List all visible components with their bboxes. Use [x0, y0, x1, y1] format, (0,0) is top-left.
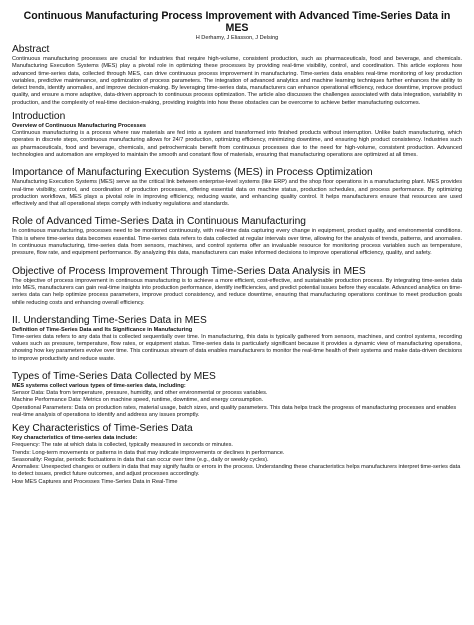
introduction-subheading: Overview of Continuous Manufacturing Processes [12, 123, 146, 130]
importance-body: Manufacturing Execution Systems (MES) serve as the critical link between enterprise-level systems (like ERP) and the shop floor operations in a manufacturing plant. MES provides real-time visibility, control, and coordination of production processes, offering essential data on machine status, production schedules, and process performance. By optimizing production workflows, MES plays a pivotal role in improving efficiency, reducing waste, and enhancing quality control. It helps manufacturers ensure that resources are used effectively and that all operational steps comply with industry regulations and standards. [12, 179, 462, 208]
types-item: Sensor Data: Data from temperature, pressure, humidity, and other environmental or process variables. [12, 390, 268, 397]
understanding-heading: II. Understanding Time-Series Data in MES [12, 314, 207, 326]
characteristics-subheading: Key characteristics of time-series data include: [12, 435, 138, 442]
characteristics-item: Trends: Long-term movements or patterns in data that may indicate improvements or declines in performance. [12, 449, 285, 456]
introduction-heading: Introduction [12, 111, 66, 123]
characteristics-item: Frequency: The rate at which data is collected, typically measured in seconds or minutes. [12, 442, 233, 449]
importance-heading: Importance of Manufacturing Execution Systems (MES) in Process Optimization [12, 167, 373, 179]
characteristics-heading: Key Characteristics of Time-Series Data [12, 423, 193, 435]
understanding-subheading: Definition of Time-Series Data and Its Significance in Manufacturing [12, 326, 193, 333]
characteristics-item: How MES Captures and Processes Time-Series Data in Real-Time [12, 478, 178, 485]
paper-authors: H Derhamy, J Eliasson, J Delsing [195, 35, 279, 41]
objective-heading: Objective of Process Improvement Through Time-Series Data Analysis in MES [12, 265, 366, 277]
types-subheading: MES systems collect various types of time-series data, including: [12, 383, 186, 390]
abstract-heading: Abstract [12, 44, 50, 55]
types-heading: Types of Time-Series Data Collected by MES [12, 371, 216, 383]
paper-title: Continuous Manufacturing Process Improvement with Advanced Time-Series Data in MES [23, 10, 451, 34]
types-item: Operational Parameters: Data on production rates, material usage, batch sizes, and quality parameters. This data helps track the progress of manufacturing processes and enables real-time analysis of operations to identify and address any issues promptly. [12, 404, 457, 418]
abstract-body: Continuous manufacturing processes are crucial for industries that require high-volume, consistent production, such as pharmaceuticals, food and beverage, and chemicals. Manufacturing Execution Systems (MES) play a pivotal role in optimizing these processes by providing real-time visibility, control, and coordination. This article explores how advanced time-series data, collected through MES, can drive continuous process improvement in manufacturing. Time-series data enables real-time monitoring of key production variables, predictive maintenance, and optimization of process parameters. The integration of advanced analytics and machine learning techniques further enhances the ability to detect trends, identify anomalies, and improve decision-making. By leveraging time-series data, manufacturers can enhance operational efficiency, reduce downtime, improve product quality, and ensure a more adaptive, data-driven approach to continuous process optimization. The article also discusses the challenges associated with data integration, variability in production, and the complexity of real-time decision-making, providing insights into how these obstacles can be overcome to achieve better manufacturing outcomes. [12, 56, 462, 106]
characteristics-list [12, 442, 462, 486]
objective-body: The objective of process improvement in continuous manufacturing is to achieve a more efficient, cost-effective, and sustainable production process. By integrating time-series data into MES, manufacturers can gain real-time insights into production performance, identify inefficiencies, and predict potential issues before they escalate. Advanced analytics on time-series data can help optimize process parameters, improve product consistency, and reduce downtime, ensuring that manufacturing operations continue to meet production goals while reducing costs and enhancing overall efficiency. [12, 277, 462, 306]
role-body: In continuous manufacturing, processes need to be monitored continuously, with real-time data capturing every change in equipment, product quality, and environmental conditions. This is where time-series data becomes essential. Time-series data refers to data collected at regular intervals over time, allowing for the analysis of trends, patterns, and anomalies. In continuous manufacturing, time-series data from sensors, machines, and control systems offer an invaluable resource for monitoring process variables such as temperature, pressure, flow rate, and equipment performance. By analyzing this data, manufacturers can make informed decisions to improve operational efficiency, quality, and safety. [12, 228, 462, 257]
role-heading: Role of Advanced Time-Series Data in Continuous Manufacturing [12, 216, 306, 228]
types-list [12, 390, 462, 419]
types-item: Machine Performance Data: Metrics on machine speed, runtime, downtime, and energy consumption. [12, 397, 264, 404]
characteristics-item: Seasonality: Regular, periodic fluctuations in data that can occur over time (e.g., daily or weekly cycles). [12, 456, 269, 463]
introduction-body: Continuous manufacturing is a process where raw materials are fed into a system and transformed into finished products without interruption. Unlike batch manufacturing, which operates in discrete steps, continuous manufacturing allows for 24/7 production, optimizing efficiency, minimizing downtime, and ensuring high product consistency. Industries such as pharmaceuticals, food and beverage, chemicals, and petrochemicals benefit from continuous processes due to the need for high-volume, consistent production. Advanced technologies and automation are employed to maintain the smooth and constant flow of materials, ensuring that manufacturing operations are optimized at all times. [12, 130, 462, 158]
understanding-body: Time-series data refers to any data that is collected sequentially over time. In manufacturing, this data is typically gathered from sensors, machines, and control systems, recording values such as pressure, temperature, flow rates, or equipment status. Time-series data is particularly significant because it provides a dynamic view of manufacturing operations, showing how key parameters evolve over time. This continuous stream of data enables manufacturers to monitor the real-time health of their systems and make data-driven decisions to improve productivity and reduce waste. [12, 333, 462, 362]
characteristics-item: Anomalies: Unexpected changes or outliers in data that may signify faults or errors in the process. Understanding these characteristics helps manufacturers interpret time-series data to detect issues, predict future outcomes, and adjust processes accordingly. [12, 464, 461, 478]
